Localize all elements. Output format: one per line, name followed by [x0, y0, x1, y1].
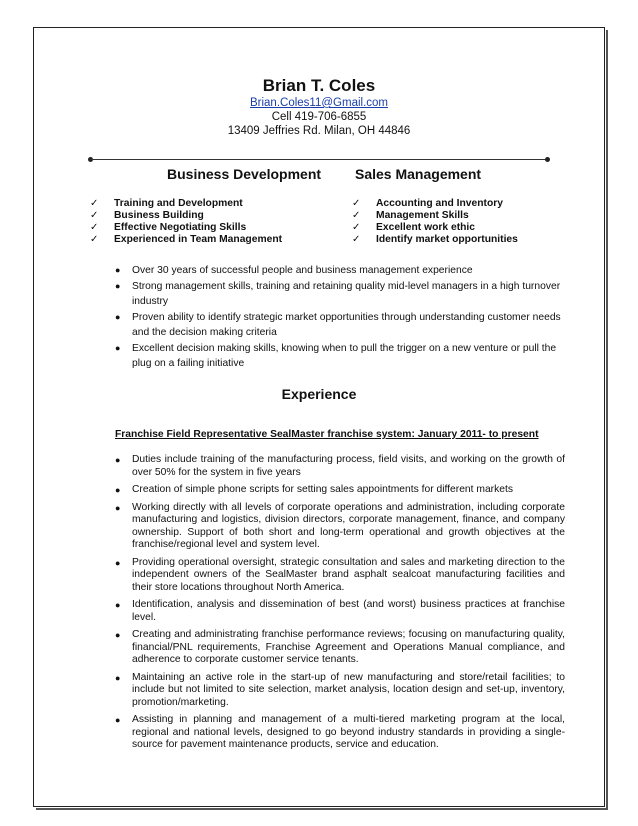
phone-number: Cell 419-706-6855	[271, 111, 367, 123]
skill-label: Accounting and Inventory	[376, 198, 504, 209]
bullet-icon: ●	[115, 502, 121, 513]
skill-item	[90, 198, 282, 210]
business-development-heading: Business Development	[167, 166, 322, 182]
duty-item	[112, 599, 565, 624]
job-title: Franchise Field Representative SealMaster franchise system: January 2011- to present	[115, 429, 539, 440]
skill-item	[90, 234, 282, 246]
duty-item	[112, 484, 565, 497]
summary-item	[112, 279, 567, 309]
skill-item	[352, 210, 518, 222]
section-divider	[90, 159, 548, 160]
sales-management-skills	[352, 198, 518, 246]
checkmark-icon: ✓	[352, 198, 361, 209]
duty-text: Identification, analysis and dissemination of best (and worst) business practices at franchise level.	[132, 599, 565, 623]
bullet-icon: ●	[115, 281, 121, 291]
skill-label: Management Skills	[376, 210, 469, 221]
skill-label: Experienced in Team Management	[114, 234, 283, 245]
summary-text: Over 30 years of successful people and business management experience	[132, 265, 473, 276]
summary-item	[112, 310, 567, 340]
skill-item	[352, 234, 518, 246]
resume-header	[0, 76, 638, 138]
candidate-name: Brian T. Coles	[262, 76, 376, 95]
checkmark-icon: ✓	[90, 234, 99, 245]
bullet-icon: ●	[115, 630, 121, 640]
checkmark-icon: ✓	[90, 210, 99, 221]
bullet-icon: ●	[115, 485, 121, 495]
bullet-icon: ●	[115, 557, 121, 568]
checkmark-icon: ✓	[352, 222, 361, 233]
duty-item	[112, 454, 565, 479]
checkmark-icon: ✓	[90, 198, 99, 209]
summary-text: Proven ability to identify strategic market opportunities through understanding customer needs and the decision making criteria	[132, 312, 561, 338]
bullet-icon: ●	[115, 265, 121, 275]
duty-text: Creation of simple phone scripts for setting sales appointments for different markets	[132, 484, 513, 495]
summary-text: Excellent decision making skills, knowing when to pull the trigger on a new venture or pull the plug on a failing initiative	[132, 343, 557, 369]
duty-text: Maintaining an active role in the start-up of new manufacturing and store/retail facilities; to include but not limited to site selection, market analysis, location design and set-up, inventory, promotion/marketing.	[132, 671, 565, 708]
email-link[interactable]: Brian.Coles11@Gmail.com	[249, 97, 388, 109]
duty-item	[112, 502, 565, 552]
duty-item	[112, 672, 565, 710]
bullet-icon: ●	[115, 312, 121, 322]
skill-label: Business Building	[114, 210, 204, 221]
rule-right-dot-icon	[545, 157, 550, 162]
bullet-icon: ●	[115, 455, 121, 465]
sales-management-heading: Sales Management	[355, 166, 482, 182]
summary-item	[112, 341, 567, 371]
summary-item	[112, 263, 567, 278]
duty-text: Providing operational oversight, strategic consultation and sales and marketing direction to the independent owners of the SealMaster brand asphalt sealcoat manufacturing facilities and their store locations throughout North America.	[132, 556, 565, 593]
bullet-icon: ●	[115, 600, 121, 610]
skill-label: Training and Development	[114, 198, 243, 209]
skill-label: Identify market opportunities	[376, 234, 518, 245]
checkmark-icon: ✓	[90, 222, 99, 233]
bullet-icon: ●	[115, 343, 121, 353]
business-development-skills	[90, 198, 282, 246]
skill-item	[90, 210, 282, 222]
mailing-address: 13409 Jeffries Rd. Milan, OH 44846	[227, 125, 411, 137]
bullet-icon: ●	[115, 672, 121, 683]
skill-label: Excellent work ethic	[376, 222, 476, 233]
duty-text: Duties include training of the manufacturing process, field visits, and working on the growth of over 50% for the system in five years	[132, 454, 565, 478]
duty-text: Working directly with all levels of corporate operations and administration, including corporate manufacturing and logistics, division directors, corporate management, finance, and company ownership. Support of both short and long-term operational and growth objectives at the franchise/regional level and system level.	[132, 501, 565, 550]
checkmark-icon: ✓	[352, 210, 361, 221]
summary-text: Strong management skills, training and retaining quality mid-level managers in a high turnover industry	[132, 281, 561, 307]
duty-text: Assisting in planning and management of a multi-tiered marketing program at the local, regional and national levels, designed to go beyond industry standards in providing a single-source for pavement maintenance products, service and education.	[132, 714, 565, 750]
duty-text: Creating and administrating franchise performance reviews; focusing on manufacturing quality, financial/PNL requirements, Franchise Agreement and Operations Manual compliance, and adherence to corporate customer service tenants.	[132, 629, 565, 665]
skill-item	[352, 198, 518, 210]
skill-item	[90, 222, 282, 234]
duty-item	[112, 629, 565, 667]
summary-list	[112, 263, 567, 372]
experience-heading: Experience	[281, 386, 357, 402]
job-duties-list	[112, 454, 565, 757]
bullet-icon: ●	[115, 715, 121, 725]
duty-item	[112, 714, 565, 752]
skill-item	[352, 222, 518, 234]
skill-label: Effective Negotiating Skills	[114, 222, 247, 233]
checkmark-icon: ✓	[352, 234, 361, 245]
duty-item	[112, 557, 565, 595]
